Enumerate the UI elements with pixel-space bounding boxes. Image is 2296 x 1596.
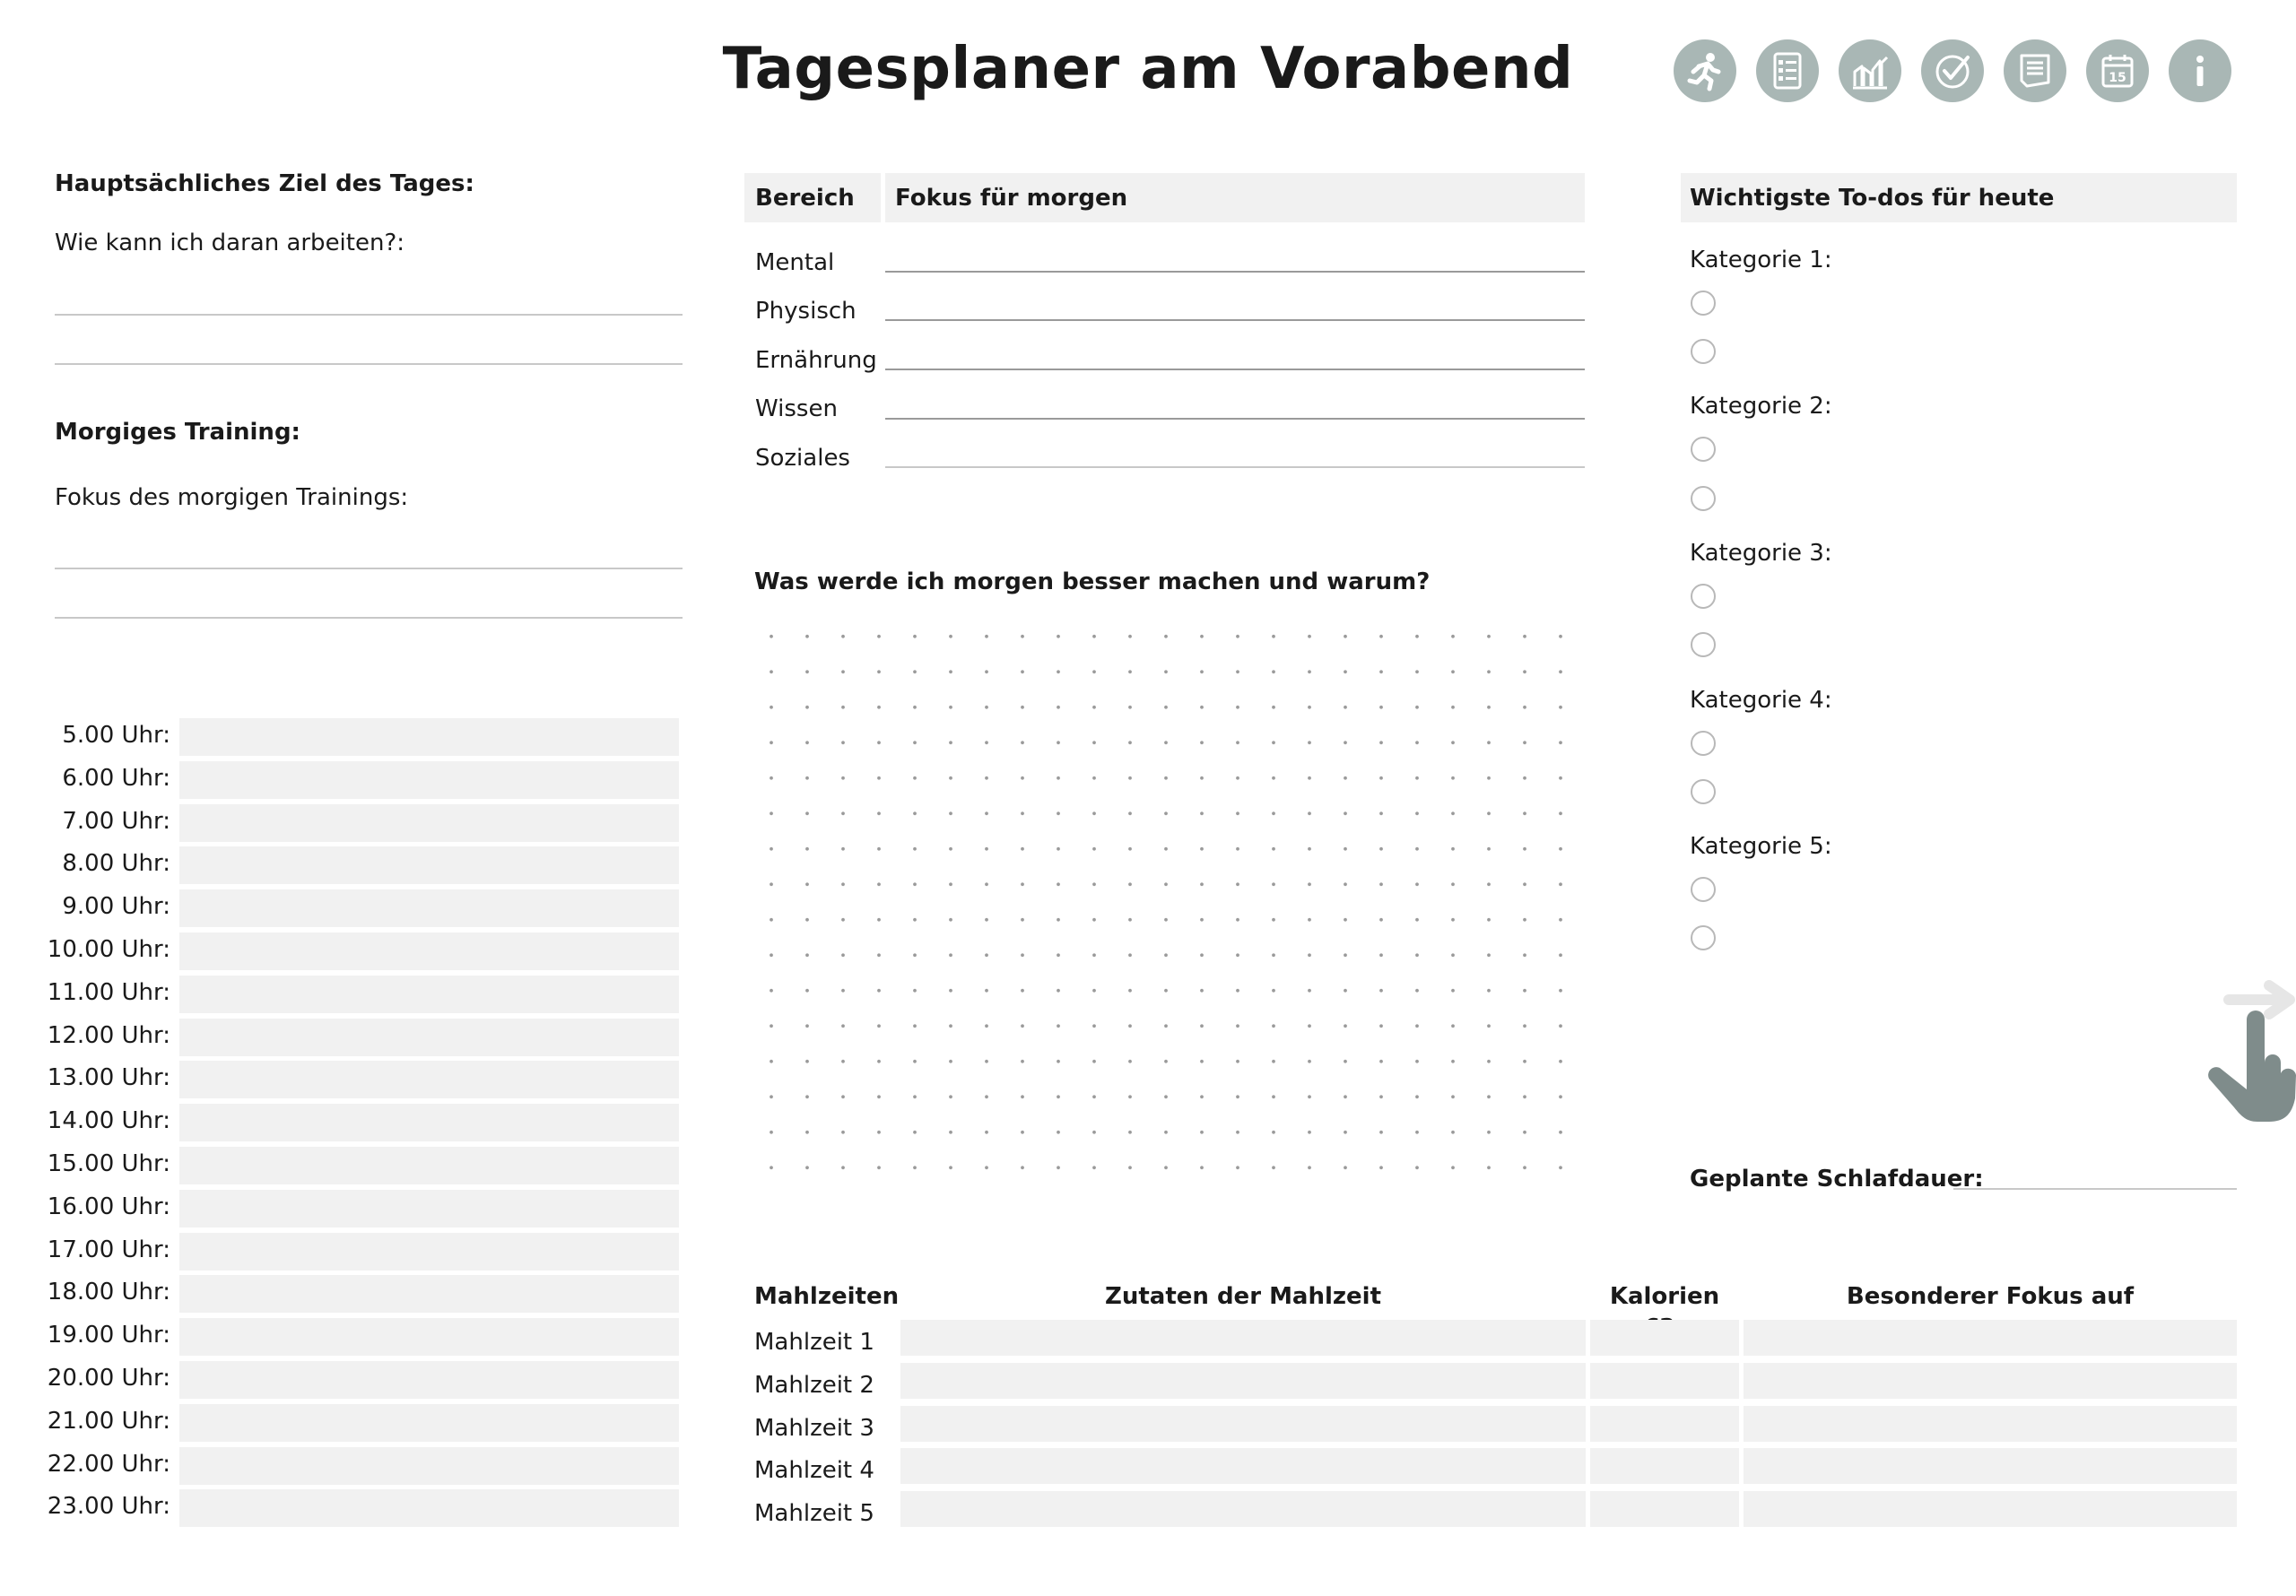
meals-table xyxy=(754,1320,2243,1535)
hour-field[interactable] xyxy=(179,804,679,842)
hour-field[interactable] xyxy=(179,1318,679,1356)
dot-grid-notes-area[interactable] xyxy=(753,619,1595,1193)
todo-checkbox[interactable] xyxy=(1691,632,1716,657)
todo-checkbox[interactable] xyxy=(1691,437,1716,462)
hour-label: 20.00 Uhr: xyxy=(47,1365,170,1392)
todo-category-label: Kategorie 4: xyxy=(1690,687,1832,714)
schedule-row xyxy=(0,1147,682,1184)
focus-row-line[interactable] xyxy=(885,319,1585,321)
meal-ingredients-field[interactable] xyxy=(900,1448,1586,1484)
focus-row-label: Mental xyxy=(755,249,835,276)
meal-focus-field[interactable] xyxy=(1744,1448,2237,1484)
checklist-icon[interactable] xyxy=(1756,39,1819,102)
goal-answer-line-2[interactable] xyxy=(55,363,683,365)
schedule-row xyxy=(0,1019,682,1056)
hour-label: 19.00 Uhr: xyxy=(47,1322,170,1349)
meal-label: Mahlzeit 1 xyxy=(754,1329,874,1356)
meal-calories-field[interactable] xyxy=(1590,1320,1739,1356)
meal-label: Mahlzeit 5 xyxy=(754,1500,874,1527)
runner-icon[interactable] xyxy=(1674,39,1736,102)
todo-checkbox[interactable] xyxy=(1691,486,1716,511)
hour-label: 21.00 Uhr: xyxy=(47,1407,170,1435)
hour-field[interactable] xyxy=(179,1104,679,1141)
hour-field[interactable] xyxy=(179,718,679,756)
check-icon[interactable] xyxy=(1921,39,1984,102)
goal-answer-line-1[interactable] xyxy=(55,314,683,316)
hour-label: 13.00 Uhr: xyxy=(47,1064,170,1092)
meal-label: Mahlzeit 3 xyxy=(754,1415,874,1442)
todo-category-label: Kategorie 3: xyxy=(1690,540,1832,567)
meal-ingredients-field[interactable] xyxy=(900,1363,1586,1399)
hour-label: 6.00 Uhr: xyxy=(62,764,170,792)
training-label: Morgiges Training: xyxy=(55,419,300,446)
hour-field[interactable] xyxy=(179,889,679,927)
meal-ingredients-field[interactable] xyxy=(900,1491,1586,1527)
info-icon[interactable] xyxy=(2169,39,2231,102)
swipe-hand-icon[interactable] xyxy=(2202,973,2296,1125)
todo-category-label: Kategorie 5: xyxy=(1690,833,1832,860)
hour-field[interactable] xyxy=(179,1190,679,1227)
schedule-row xyxy=(0,1489,682,1527)
meal-focus-field[interactable] xyxy=(1744,1491,2237,1527)
focus-row-line[interactable] xyxy=(885,271,1585,273)
schedule-row xyxy=(0,718,682,756)
schedule-row xyxy=(0,976,682,1013)
schedule-row xyxy=(0,846,682,884)
meal-ingredients-field[interactable] xyxy=(900,1406,1586,1442)
todo-checkbox[interactable] xyxy=(1691,291,1716,316)
schedule-row xyxy=(0,804,682,842)
schedule-row xyxy=(0,1275,682,1313)
hour-label: 17.00 Uhr: xyxy=(47,1236,170,1263)
hour-label: 16.00 Uhr: xyxy=(47,1193,170,1220)
meal-label: Mahlzeit 4 xyxy=(754,1457,874,1484)
schedule-row xyxy=(0,1061,682,1098)
schedule-row xyxy=(0,1233,682,1271)
hour-label: 8.00 Uhr: xyxy=(62,850,170,878)
todo-checkbox[interactable] xyxy=(1691,877,1716,902)
todo-checkbox[interactable] xyxy=(1691,731,1716,756)
hour-field[interactable] xyxy=(179,846,679,884)
focus-row-line[interactable] xyxy=(885,369,1585,370)
hour-field[interactable] xyxy=(179,1233,679,1271)
goal-label: Hauptsächliches Ziel des Tages: xyxy=(55,170,474,197)
training-answer-line-2[interactable] xyxy=(55,617,683,619)
focus-row-label: Ernährung xyxy=(755,347,877,374)
hour-field[interactable] xyxy=(179,1404,679,1442)
todo-checkbox[interactable] xyxy=(1691,925,1716,950)
hour-field[interactable] xyxy=(179,761,679,799)
calendar-icon[interactable] xyxy=(2086,39,2149,102)
schedule-row xyxy=(0,761,682,799)
schedule-row xyxy=(0,932,682,970)
hour-field[interactable] xyxy=(179,1061,679,1098)
schedule-row xyxy=(0,1447,682,1485)
sleep-label: Geplante Schlafdauer: xyxy=(1690,1166,1984,1193)
meal-calories-field[interactable] xyxy=(1590,1448,1739,1484)
meals-header-calories: Kalorien xyxy=(1609,1283,1720,1310)
todo-checkbox[interactable] xyxy=(1691,339,1716,364)
notes-icon[interactable] xyxy=(2004,39,2066,102)
meal-focus-field[interactable] xyxy=(1744,1363,2237,1399)
hour-field[interactable] xyxy=(179,1489,679,1527)
hourly-schedule xyxy=(0,718,691,1534)
meal-ingredients-field[interactable] xyxy=(900,1320,1586,1356)
focus-row-label: Wissen xyxy=(755,395,838,422)
focus-row-line[interactable] xyxy=(885,418,1585,420)
meal-calories-field[interactable] xyxy=(1590,1406,1739,1442)
improve-question: Was werde ich morgen besser machen und warum? xyxy=(754,568,1431,595)
todo-category-label: Kategorie 2: xyxy=(1690,393,1832,420)
hour-label: 5.00 Uhr: xyxy=(62,722,170,749)
schedule-row xyxy=(0,1318,682,1356)
hour-label: 22.00 Uhr: xyxy=(47,1450,170,1478)
todo-category-label: Kategorie 1: xyxy=(1690,247,1832,273)
hour-label: 23.00 Uhr: xyxy=(47,1493,170,1521)
meal-calories-field[interactable] xyxy=(1590,1491,1739,1527)
focus-row-label: Physisch xyxy=(755,298,857,325)
meals-header-focus: Besonderer Fokus auf xyxy=(1846,1283,2135,1310)
todos-header: Wichtigste To-dos für heute xyxy=(1690,185,2055,212)
hour-label: 10.00 Uhr: xyxy=(47,936,170,963)
focus-row-label: Soziales xyxy=(755,445,850,472)
training-answer-line-1[interactable] xyxy=(55,568,683,569)
focus-header-focus: Fokus für morgen xyxy=(895,185,1128,212)
focus-header-area: Bereich xyxy=(755,185,855,212)
meals-header-meals: Mahlzeiten xyxy=(754,1283,900,1310)
sleep-duration-line[interactable] xyxy=(1953,1188,2237,1190)
hour-label: 11.00 Uhr: xyxy=(47,978,170,1006)
schedule-row xyxy=(0,1404,682,1442)
focus-row-line[interactable] xyxy=(885,466,1585,468)
hour-label: 7.00 Uhr: xyxy=(62,807,170,835)
hour-field[interactable] xyxy=(179,976,679,1013)
hour-field[interactable] xyxy=(179,1361,679,1399)
hour-field[interactable] xyxy=(179,932,679,970)
meal-focus-field[interactable] xyxy=(1744,1406,2237,1442)
hour-label: 15.00 Uhr: xyxy=(47,1150,170,1177)
hour-label: 9.00 Uhr: xyxy=(62,893,170,921)
hour-label: 18.00 Uhr: xyxy=(47,1279,170,1306)
todo-checkbox[interactable] xyxy=(1691,584,1716,609)
training-focus-label: Fokus des morgigen Trainings: xyxy=(55,484,409,511)
schedule-row xyxy=(0,1104,682,1141)
page-title: Tagesplaner am Vorabend xyxy=(722,36,1574,102)
meals-header-ingredients: Zutaten der Mahlzeit xyxy=(1104,1283,1382,1310)
meal-focus-field[interactable] xyxy=(1744,1320,2237,1356)
schedule-row xyxy=(0,889,682,927)
meal-label: Mahlzeit 2 xyxy=(754,1372,874,1399)
todo-checkbox[interactable] xyxy=(1691,779,1716,804)
schedule-row xyxy=(0,1190,682,1227)
hour-label: 12.00 Uhr: xyxy=(47,1021,170,1049)
hour-field[interactable] xyxy=(179,1447,679,1485)
schedule-row xyxy=(0,1361,682,1399)
calendar-number: 15 xyxy=(2109,71,2126,85)
goal-question: Wie kann ich daran arbeiten?: xyxy=(55,230,405,256)
hour-field[interactable] xyxy=(179,1147,679,1184)
hour-field[interactable] xyxy=(179,1019,679,1056)
hour-label: 14.00 Uhr: xyxy=(47,1107,170,1135)
meal-calories-field[interactable] xyxy=(1590,1363,1739,1399)
hour-field[interactable] xyxy=(179,1275,679,1313)
chart-icon[interactable] xyxy=(1839,39,1901,102)
